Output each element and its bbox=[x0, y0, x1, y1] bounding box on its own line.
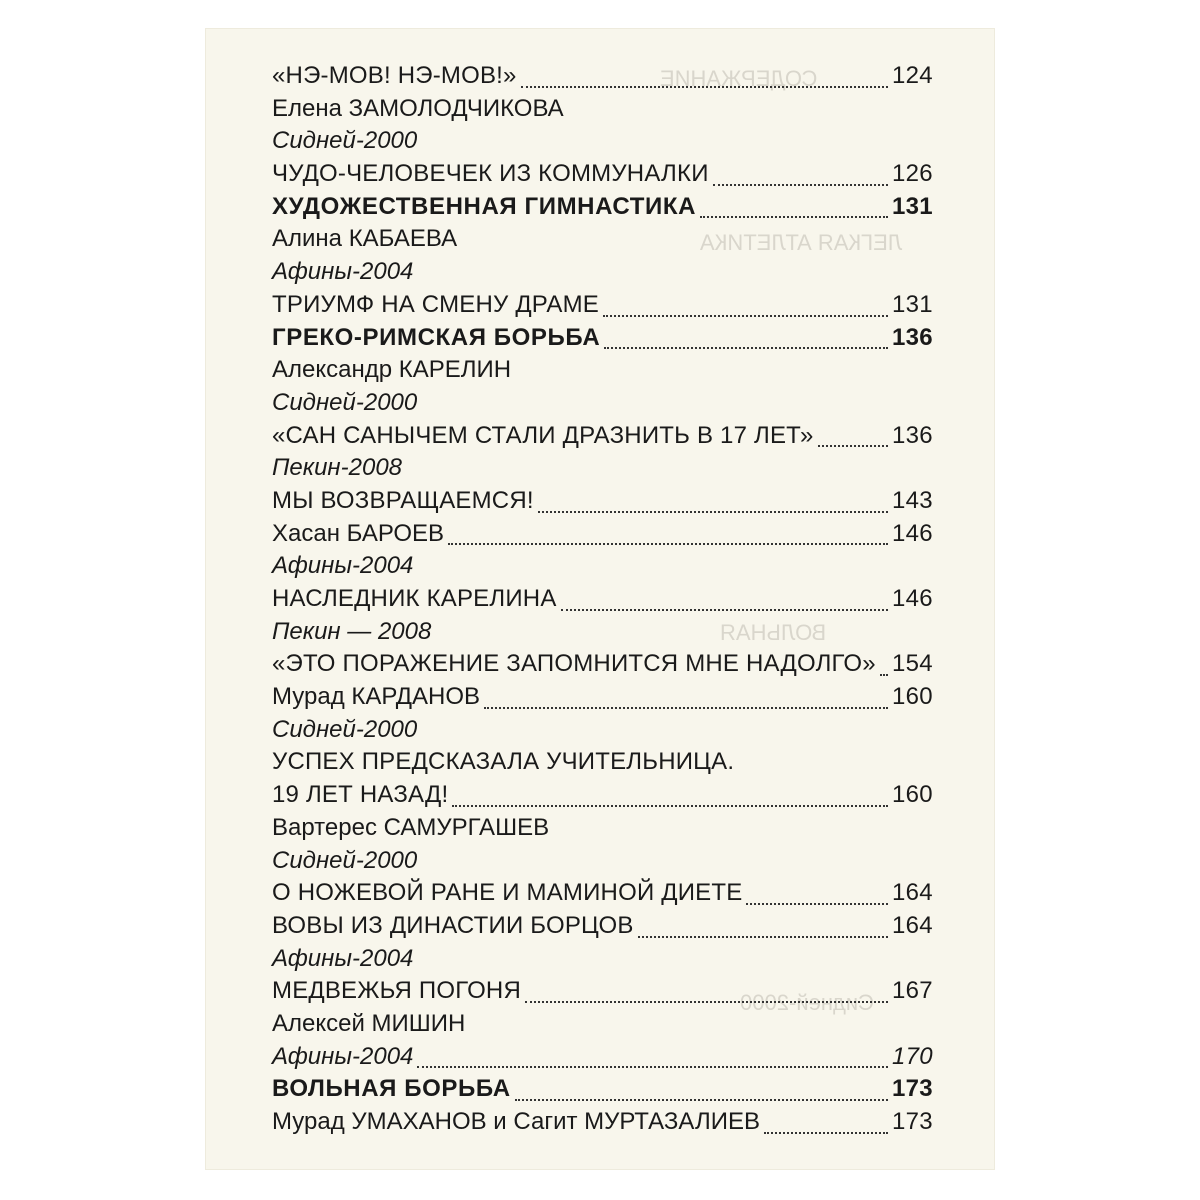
page-number: 167 bbox=[892, 977, 933, 1005]
dot-leader bbox=[484, 707, 888, 709]
toc-person-entry bbox=[272, 814, 932, 847]
toc-section-text: ВОЛЬНАЯ БОРЬБА bbox=[272, 1075, 511, 1103]
toc-city-text: Пекин — 2008 bbox=[272, 617, 432, 645]
toc-city-entry bbox=[272, 945, 932, 978]
page-number: 124 bbox=[892, 62, 933, 89]
dot-leader bbox=[538, 511, 888, 513]
toc-title-text: ВОВЫ ИЗ ДИНАСТИИ БОРЦОВ bbox=[272, 911, 634, 939]
toc-person-text: Алина КАБАЕВА bbox=[272, 225, 458, 253]
page-number: 126 bbox=[892, 160, 933, 188]
toc-title-text: НАСЛЕДНИК КАРЕЛИНА bbox=[272, 585, 557, 612]
toc-city-entry bbox=[272, 389, 932, 422]
toc-person-entry bbox=[272, 95, 932, 128]
page-number: 146 bbox=[892, 585, 933, 612]
table-of-contents bbox=[272, 62, 932, 1141]
toc-title-entry bbox=[272, 62, 932, 95]
page-number: 154 bbox=[892, 650, 933, 678]
dot-leader bbox=[448, 543, 888, 545]
toc-title-text: ТРИУМФ НА СМЕНУ ДРАМЕ bbox=[272, 290, 599, 318]
toc-section-entry bbox=[272, 1075, 932, 1108]
dot-leader bbox=[452, 805, 888, 807]
toc-person-text: Александр КАРЕЛИН bbox=[272, 356, 512, 384]
dot-leader bbox=[603, 315, 888, 317]
toc-title-entry bbox=[272, 160, 932, 193]
toc-title-text: «НЭ-МОВ! НЭ-МОВ!» bbox=[272, 62, 517, 89]
dot-leader bbox=[713, 184, 888, 186]
toc-title-entry bbox=[272, 912, 932, 945]
toc-city-text: Сидней-2000 bbox=[272, 846, 418, 874]
page-number: 136 bbox=[892, 421, 933, 449]
page-number: 146 bbox=[892, 519, 933, 547]
bleed-through-text: ЛЕГКАЯ АТЛЕТИКА bbox=[700, 230, 903, 255]
dot-leader bbox=[880, 674, 888, 676]
toc-title-text: ЧУДО-ЧЕЛОВЕЧЕК ИЗ КОММУНАЛКИ bbox=[272, 160, 709, 188]
page-number: 173 bbox=[892, 1108, 933, 1135]
toc-city-text: Сидней-2000 bbox=[272, 388, 418, 416]
toc-title-text: «ЭТО ПОРАЖЕНИЕ ЗАПОМНИТСЯ МНЕ НАДОЛГО» bbox=[272, 650, 876, 678]
toc-city-text: Афины-2004 bbox=[272, 552, 414, 580]
toc-title-entry bbox=[272, 879, 932, 912]
toc-city-entry bbox=[272, 618, 932, 651]
toc-title-text: МЫ ВОЗВРАЩАЕМСЯ! bbox=[272, 486, 534, 514]
toc-city-text: Афины-2004 bbox=[272, 944, 414, 972]
toc-section-text: ХУДОЖЕСТВЕННАЯ ГИМНАСТИКА bbox=[272, 192, 697, 220]
page-number: 164 bbox=[892, 911, 933, 939]
dot-leader bbox=[700, 216, 888, 218]
toc-title-entry bbox=[272, 585, 932, 618]
toc-city-entry bbox=[272, 1043, 932, 1076]
toc-city-text: Пекин-2008 bbox=[272, 454, 403, 482]
toc-city-entry bbox=[272, 127, 932, 160]
page-number: 131 bbox=[892, 290, 933, 318]
toc-person-text: Елена ЗАМОЛОДЧИКОВА bbox=[272, 94, 564, 122]
page-number: 164 bbox=[892, 879, 933, 907]
toc-section-entry bbox=[272, 324, 932, 357]
toc-title-entry bbox=[272, 291, 932, 324]
toc-city-text: Сидней-2000 bbox=[272, 715, 418, 743]
toc-section-text: ГРЕКО-РИМСКАЯ БОРЬБА bbox=[272, 323, 601, 351]
toc-city-text: Сидней-2000 bbox=[272, 127, 418, 155]
toc-title-entry bbox=[272, 487, 932, 520]
toc-person-text: Вартерес САМУРГАШЕВ bbox=[272, 813, 550, 841]
toc-title-entry bbox=[272, 748, 932, 781]
toc-title-text: «САН САНЫЧЕМ СТАЛИ ДРАЗНИТЬ В 17 ЛЕТ» bbox=[272, 421, 814, 449]
toc-title-text: МЕДВЕЖЬЯ ПОГОНЯ bbox=[272, 977, 521, 1005]
toc-city-entry bbox=[272, 454, 932, 487]
bleed-through-text: ВОЛЬНАЯ bbox=[720, 620, 827, 645]
dot-leader bbox=[818, 445, 888, 447]
toc-person-entry bbox=[272, 225, 932, 258]
toc-city-text: Афины-2004 bbox=[272, 258, 414, 286]
dot-leader bbox=[746, 903, 888, 905]
toc-title-entry bbox=[272, 781, 932, 814]
toc-person-entry bbox=[272, 356, 932, 389]
toc-person-text: Мурад УМАХАНОВ и Сагит МУРТАЗАЛИЕВ bbox=[272, 1108, 760, 1135]
toc-title-entry bbox=[272, 977, 932, 1010]
dot-leader bbox=[764, 1132, 888, 1134]
page-number: 160 bbox=[892, 683, 933, 711]
toc-person-text: Алексей МИШИН bbox=[272, 1009, 466, 1037]
toc-person-entry bbox=[272, 520, 932, 553]
toc-title-entry bbox=[272, 650, 932, 683]
toc-title-text: 19 ЛЕТ НАЗАД! bbox=[272, 781, 449, 809]
toc-person-text: Мурад КАРДАНОВ bbox=[272, 683, 481, 711]
dot-leader bbox=[525, 1001, 888, 1003]
toc-title-text: УСПЕХ ПРЕДСКАЗАЛА УЧИТЕЛЬНИЦА. bbox=[272, 748, 735, 776]
toc-city-entry bbox=[272, 258, 932, 291]
toc-person-entry bbox=[272, 1010, 932, 1043]
page-number: 160 bbox=[892, 781, 933, 809]
toc-title-text: О НОЖЕВОЙ РАНЕ И МАМИНОЙ ДИЕТЕ bbox=[272, 879, 743, 907]
toc-city-text: Афины-2004 bbox=[272, 1042, 414, 1070]
toc-city-entry bbox=[272, 847, 932, 880]
dot-leader bbox=[638, 936, 888, 938]
dot-leader bbox=[521, 86, 888, 88]
toc-city-entry bbox=[272, 552, 932, 585]
toc-person-entry bbox=[272, 1108, 932, 1141]
toc-title-entry bbox=[272, 422, 932, 455]
page-number: 170 bbox=[892, 1042, 933, 1070]
dot-leader bbox=[515, 1099, 888, 1101]
page-number: 136 bbox=[892, 323, 933, 351]
toc-person-text: Хасан БАРОЕВ bbox=[272, 519, 445, 547]
bleed-through-text: Сидней-2000 bbox=[740, 990, 874, 1015]
toc-person-entry bbox=[272, 683, 932, 716]
bleed-through-text: СОДЕРЖАНИЕ bbox=[660, 66, 818, 91]
page-number: 131 bbox=[892, 192, 933, 220]
page-number: 173 bbox=[892, 1075, 933, 1103]
dot-leader bbox=[417, 1066, 888, 1068]
toc-section-entry bbox=[272, 193, 932, 226]
page-number: 143 bbox=[892, 486, 933, 514]
toc-city-entry bbox=[272, 716, 932, 749]
dot-leader bbox=[604, 347, 888, 349]
dot-leader bbox=[561, 609, 888, 611]
